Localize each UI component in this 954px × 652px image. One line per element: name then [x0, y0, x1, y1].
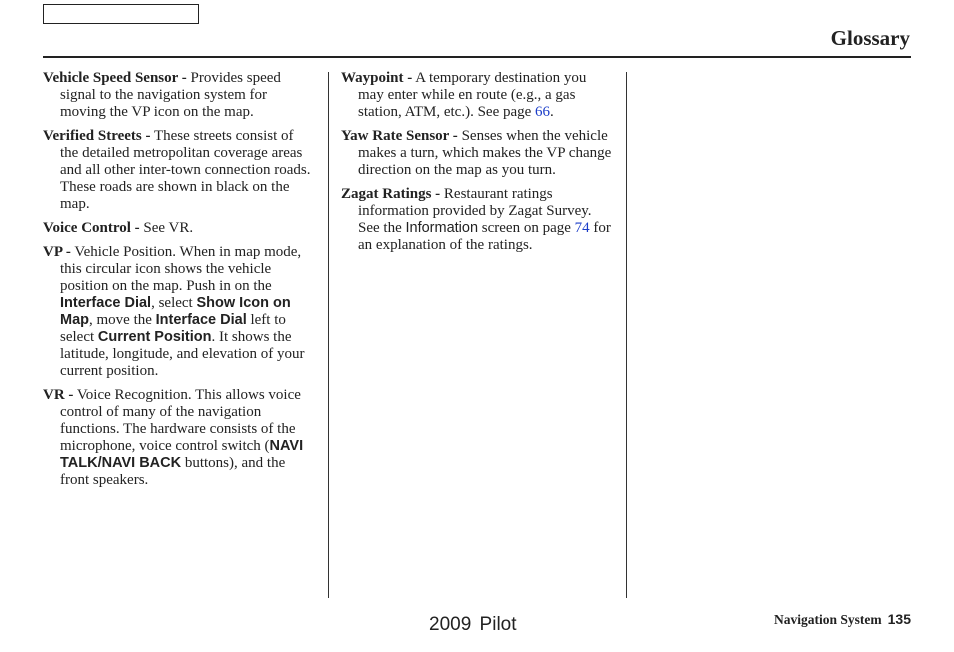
ui-label: Interface Dial: [60, 295, 152, 311]
ui-label: Information: [405, 220, 479, 236]
entry-vr: [43, 387, 315, 489]
definition: .: [550, 104, 554, 120]
ui-label: Show Icon on Map: [60, 295, 291, 328]
definition: Senses when the vehicle makes a turn, which makes the VP change direction on the map as you turn.: [358, 128, 612, 178]
definition: See VR.: [139, 220, 194, 236]
term: Voice Control -: [43, 220, 140, 236]
entry-waypoint: [341, 70, 613, 121]
glossary-column-middle: [341, 70, 613, 261]
glossary-column-left: [43, 70, 315, 496]
term: VR -: [43, 387, 74, 403]
term: Verified Streets -: [43, 128, 151, 144]
definition: A temporary destination you may enter while en route (e.g., a gas station, ATM, etc.). See page: [358, 70, 587, 120]
definition: buttons), and the front speakers.: [60, 455, 286, 488]
definition: left to select: [60, 312, 286, 345]
definition: Voice Recognition. This allows voice control of many of the navigation functions. The hardware consists of the microphone, voice control switch (: [60, 387, 301, 454]
column-divider: [328, 72, 329, 598]
entry-verified-streets: [43, 128, 315, 213]
entry-yaw-rate-sensor: [341, 128, 613, 179]
definition: Restaurant ratings information provided by Zagat Survey. See the: [358, 186, 592, 236]
definition: Vehicle Position. When in map mode, this circular icon shows the vehicle position on the map. Push in on the: [60, 244, 302, 294]
page-title: Glossary: [830, 26, 910, 50]
term: VP -: [43, 244, 71, 260]
entry-vp: [43, 244, 315, 380]
page-link[interactable]: 74: [574, 220, 590, 236]
ui-label: Interface Dial: [155, 312, 247, 328]
definition: . It shows the latitude, longitude, and elevation of your current position.: [60, 329, 305, 379]
entry-zagat-ratings: [341, 186, 613, 254]
section-name: Navigation System: [774, 612, 882, 627]
definition: screen on page: [478, 220, 575, 236]
header-tab-box: [43, 4, 199, 24]
header-rule: [43, 56, 911, 58]
term: Vehicle Speed Sensor -: [43, 70, 187, 86]
ui-label: Current Position: [97, 329, 212, 345]
definition: , select: [151, 295, 197, 311]
page-link[interactable]: 66: [535, 104, 551, 120]
page-number: 135: [887, 611, 911, 627]
definition: Provides speed signal to the navigation system for moving the VP icon on the map.: [60, 70, 281, 120]
term: Zagat Ratings -: [341, 186, 441, 202]
term: Yaw Rate Sensor -: [341, 128, 458, 144]
entry-vehicle-speed-sensor: [43, 70, 315, 121]
entry-voice-control: [43, 220, 315, 237]
ui-label: NAVI TALK/NAVI BACK: [60, 438, 304, 471]
definition: , move the: [89, 312, 156, 328]
model-label: 2009 Pilot: [429, 614, 517, 635]
term: Waypoint -: [341, 70, 413, 86]
column-divider: [626, 72, 627, 598]
definition: These streets consist of the detailed metropolitan coverage areas and all other inter-town connection roads. These roads are shown in black on the map.: [60, 128, 311, 212]
definition: for an explanation of the ratings.: [358, 220, 611, 253]
page-footer: [774, 611, 911, 628]
